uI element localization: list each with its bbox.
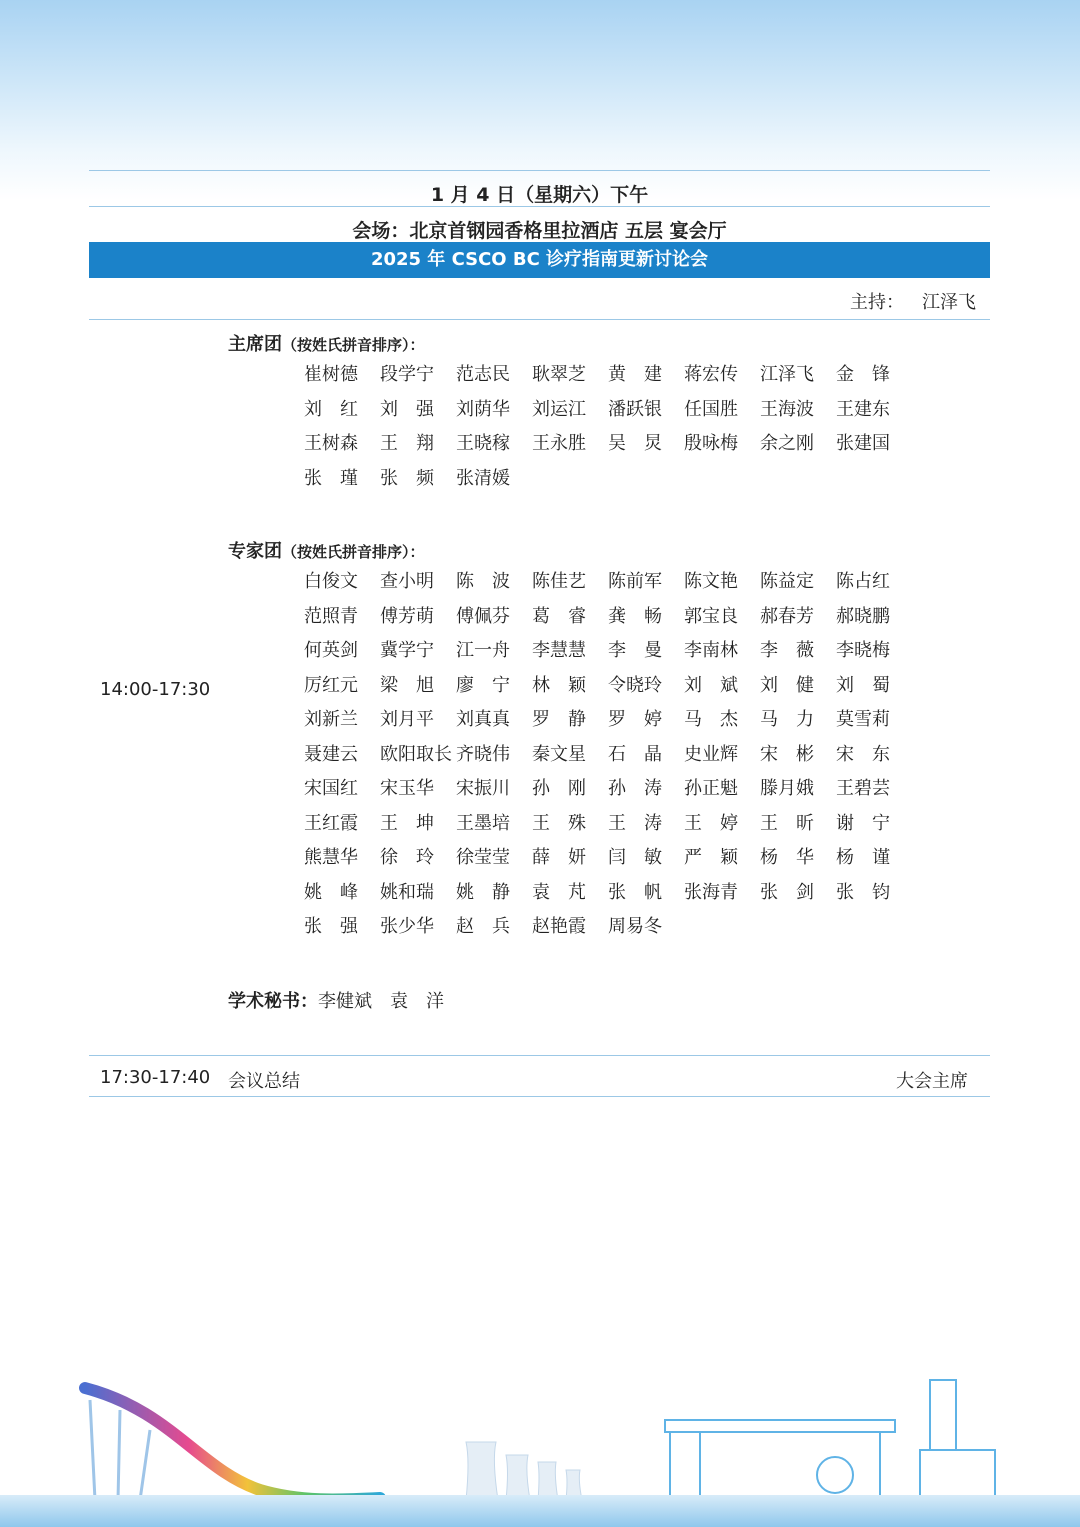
name-item: 李慧慧 (532, 640, 586, 661)
name-item: 刘真真 (456, 709, 510, 730)
name-item: 周易冬 (608, 916, 662, 937)
name-item: 傅佩芬 (456, 605, 510, 627)
name-item: 严 颖 (684, 847, 738, 868)
experts-title: 专家团 (228, 541, 282, 562)
venue: 会场：北京首钢园香格里拉酒店 五层 宴会厅 (352, 220, 727, 242)
name-item: 金 锋 (836, 364, 890, 385)
name-item: 张 帆 (608, 881, 662, 903)
name-item: 王 昕 (760, 812, 814, 834)
name-item: 齐晓伟 (456, 743, 510, 765)
name-item: 黄 建 (608, 364, 662, 385)
divider (89, 1055, 990, 1056)
name-item: 姚 峰 (304, 881, 358, 903)
name-item: 陈益定 (760, 571, 814, 592)
session-title-banner: 2025 年 CSCO BC 诊疗指南更新讨论会 (89, 242, 990, 278)
name-item: 张海青 (684, 881, 738, 903)
name-item: 孙 刚 (532, 778, 586, 799)
name-item: 刘 强 (380, 398, 434, 420)
divider (89, 1096, 990, 1097)
name-item: 王建东 (836, 398, 890, 420)
name-item: 傅芳萌 (380, 605, 434, 627)
name-item: 王 坤 (380, 812, 434, 834)
name-item: 郭宝良 (684, 605, 738, 627)
name-item: 刘月平 (380, 709, 434, 730)
presidium-names (304, 362, 924, 492)
name-item: 张建国 (836, 433, 890, 454)
closing-title: 会议总结 (228, 1071, 300, 1092)
session-time: 14:00-17:30 (100, 679, 211, 700)
name-item: 王 翔 (380, 433, 434, 454)
name-item: 薛 妍 (532, 847, 586, 868)
name-item: 任国胜 (684, 398, 738, 420)
name-item: 李南林 (684, 640, 738, 661)
name-item: 谢 宁 (836, 812, 890, 834)
name-item: 莫雪莉 (836, 709, 890, 730)
name-item: 耿翠芝 (532, 364, 586, 385)
name-item: 江泽飞 (760, 364, 814, 385)
name-item: 孙正魁 (684, 778, 738, 799)
name-item: 张 瑾 (304, 467, 358, 489)
name-item: 徐莹莹 (456, 847, 510, 868)
name-item: 杨 华 (760, 847, 814, 868)
experts-heading (228, 537, 425, 563)
name-item: 王墨培 (456, 812, 510, 834)
secretary-label: 学术秘书： (228, 991, 318, 1012)
name-item: 赵艳霞 (532, 916, 586, 937)
divider (89, 319, 990, 320)
name-item: 陈前军 (608, 571, 662, 592)
name-item: 王碧芸 (836, 778, 890, 799)
host-name: 江泽飞 (922, 292, 976, 313)
academic-secretary (228, 987, 444, 1013)
name-item: 厉红元 (304, 674, 358, 696)
secretary-names: 李健斌 袁 洋 (318, 991, 444, 1012)
name-item: 崔树德 (304, 364, 358, 385)
name-item: 陈 波 (456, 571, 510, 592)
name-item: 殷咏梅 (684, 433, 738, 454)
name-item: 王晓稼 (456, 433, 510, 454)
name-item: 李 薇 (760, 640, 814, 661)
experts-names (304, 569, 924, 941)
name-item: 张 剑 (760, 881, 814, 903)
name-item: 蒋宏传 (684, 364, 738, 385)
name-item: 梁 旭 (380, 674, 434, 696)
name-item: 史业辉 (684, 743, 738, 765)
host (850, 288, 976, 314)
name-item: 李 曼 (608, 640, 662, 661)
name-item: 宋 彬 (760, 743, 814, 765)
name-item: 张少华 (380, 916, 434, 937)
name-item: 冀学宁 (380, 640, 434, 661)
name-item: 姚 静 (456, 881, 510, 903)
name-item: 宋 东 (836, 743, 890, 765)
name-item: 刘运江 (532, 398, 586, 420)
name-item: 马 力 (760, 709, 814, 730)
name-item: 廖 宁 (456, 674, 510, 696)
divider (89, 170, 990, 171)
name-item: 聂建云 (304, 743, 358, 765)
name-item: 罗 静 (532, 709, 586, 730)
name-item: 姚和瑞 (380, 881, 434, 903)
name-item: 陈占红 (836, 571, 890, 592)
presidium-note: （按姓氏拼音排序）： (282, 336, 425, 354)
name-item: 白俊文 (304, 571, 358, 592)
name-item: 刘 红 (304, 398, 358, 420)
name-item: 令晓玲 (608, 674, 662, 696)
name-item: 刘 健 (760, 674, 814, 696)
session-date: 1 月 4 日（星期六）下午 (430, 184, 649, 206)
name-item: 何英剑 (304, 640, 358, 661)
name-item: 范照青 (304, 605, 358, 627)
name-item: 王 殊 (532, 812, 586, 834)
name-item: 葛 睿 (532, 605, 586, 627)
name-item: 张 强 (304, 916, 358, 937)
name-item: 宋振川 (456, 778, 510, 799)
name-item: 刘新兰 (304, 709, 358, 730)
name-item: 滕月娥 (760, 778, 814, 799)
experts-note: （按姓氏拼音排序）： (282, 543, 425, 561)
name-item: 罗 婷 (608, 709, 662, 730)
name-item: 宋国红 (304, 778, 358, 799)
name-item: 范志民 (456, 364, 510, 385)
name-item: 王红霞 (304, 812, 358, 834)
divider (89, 206, 990, 207)
name-item: 孙 涛 (608, 778, 662, 799)
name-item: 石 晶 (608, 743, 662, 765)
name-item: 张清媛 (456, 467, 510, 489)
name-item: 杨 谨 (836, 847, 890, 868)
name-item: 段学宁 (380, 364, 434, 385)
presidium-heading (228, 330, 425, 356)
name-item: 王海波 (760, 398, 814, 420)
name-item: 袁 芃 (532, 881, 586, 903)
name-item: 马 杰 (684, 709, 738, 730)
host-label: 主持： (850, 292, 904, 313)
name-item: 刘 蜀 (836, 674, 890, 696)
name-item: 王永胜 (532, 433, 586, 454)
name-item: 林 颖 (532, 674, 586, 696)
name-item: 赵 兵 (456, 916, 510, 937)
name-item: 陈文艳 (684, 571, 738, 592)
name-item: 查小明 (380, 571, 434, 592)
name-item: 宋玉华 (380, 778, 434, 799)
presidium-title: 主席团 (228, 334, 282, 355)
name-item: 郝春芳 (760, 605, 814, 627)
name-item: 江一舟 (456, 640, 510, 661)
name-item: 闫 敏 (608, 847, 662, 868)
closing-speaker: 大会主席 (896, 1071, 968, 1092)
name-item: 王 婷 (684, 812, 738, 834)
name-item: 郝晓鹏 (836, 605, 890, 627)
name-item: 秦文星 (532, 743, 586, 765)
name-item: 吴 炅 (608, 433, 662, 454)
name-item: 张 频 (380, 467, 434, 489)
name-item: 张 钧 (836, 881, 890, 903)
footer-illustration (0, 1350, 1080, 1527)
name-item: 熊慧华 (304, 847, 358, 868)
closing-time: 17:30-17:40 (100, 1067, 211, 1088)
name-item: 龚 畅 (608, 605, 662, 627)
name-item: 李晓梅 (836, 640, 890, 661)
name-item: 余之刚 (760, 433, 814, 454)
name-item: 刘 斌 (684, 674, 738, 696)
name-item: 欧阳取长 (380, 743, 452, 765)
name-item: 王树森 (304, 433, 358, 454)
name-item: 刘荫华 (456, 398, 510, 420)
name-item: 陈佳艺 (532, 571, 586, 592)
name-item: 徐 玲 (380, 847, 434, 868)
name-item: 王 涛 (608, 812, 662, 834)
name-item: 潘跃银 (608, 398, 662, 420)
